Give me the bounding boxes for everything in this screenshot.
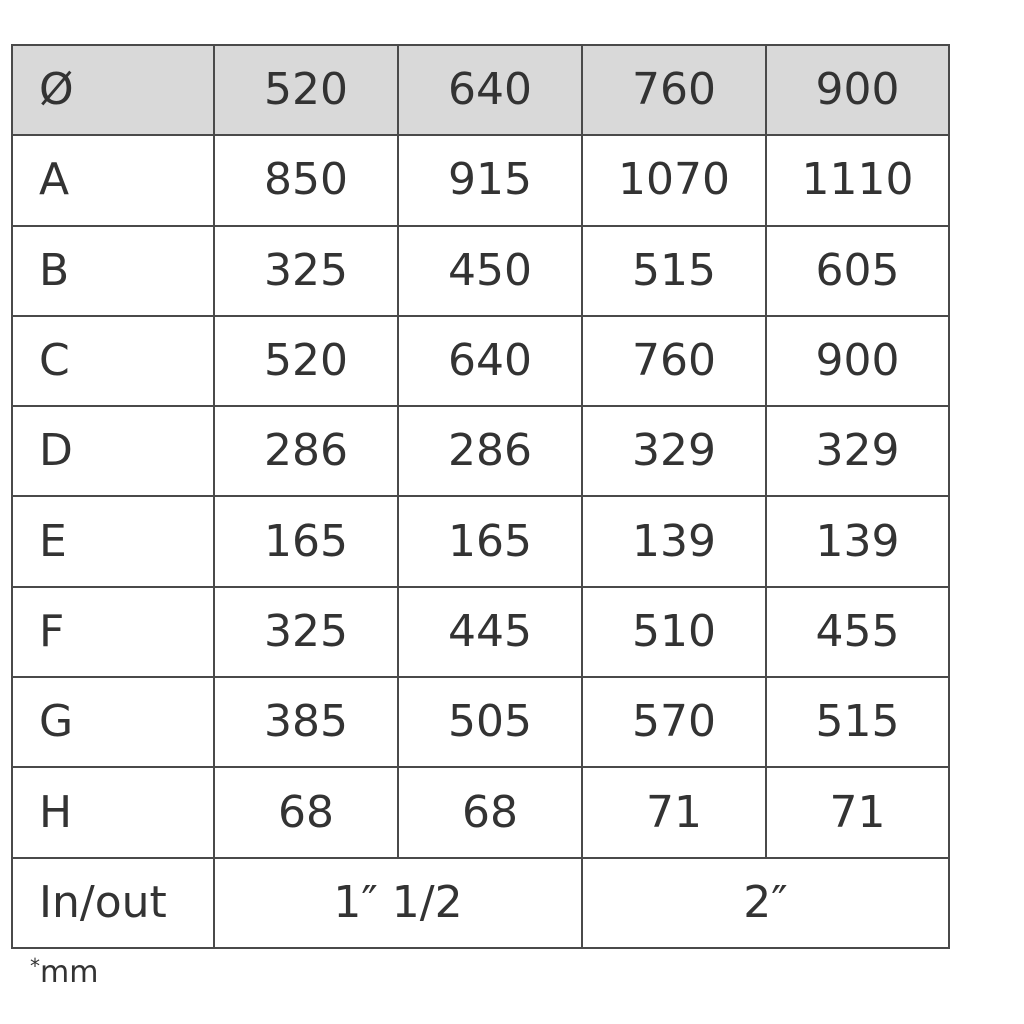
dimensions-table <box>11 44 950 949</box>
table-cell: 760 <box>582 316 766 406</box>
table-row <box>12 316 949 406</box>
table-cell: 325 <box>214 226 398 316</box>
table-row <box>12 406 949 496</box>
table-cell: 640 <box>398 316 582 406</box>
footnote-asterisk: * <box>30 954 40 978</box>
row-label: E <box>12 496 214 586</box>
table-cell: 329 <box>582 406 766 496</box>
table-row <box>12 587 949 677</box>
table-cell: 325 <box>214 587 398 677</box>
table-cell: 385 <box>214 677 398 767</box>
table-cell: 139 <box>766 496 949 586</box>
table-cell: 165 <box>398 496 582 586</box>
row-label: F <box>12 587 214 677</box>
unit-footnote <box>30 954 99 990</box>
table-cell: 286 <box>398 406 582 496</box>
table-cell: 68 <box>398 767 582 857</box>
inout-row <box>12 858 949 948</box>
table-row <box>12 767 949 857</box>
table-row <box>12 496 949 586</box>
table-cell: 570 <box>582 677 766 767</box>
header-cell: 760 <box>582 45 766 135</box>
table-cell: 329 <box>766 406 949 496</box>
row-label: H <box>12 767 214 857</box>
table-cell: 71 <box>582 767 766 857</box>
row-label: A <box>12 135 214 225</box>
table-cell: 1110 <box>766 135 949 225</box>
table-cell: 139 <box>582 496 766 586</box>
table-header-row <box>12 45 949 135</box>
table-cell: 900 <box>766 316 949 406</box>
table-cell: 165 <box>214 496 398 586</box>
table-cell: 850 <box>214 135 398 225</box>
table-row <box>12 135 949 225</box>
table-cell: 605 <box>766 226 949 316</box>
table-row <box>12 226 949 316</box>
header-cell: 900 <box>766 45 949 135</box>
table-cell: 515 <box>766 677 949 767</box>
header-cell: 640 <box>398 45 582 135</box>
table-cell: 510 <box>582 587 766 677</box>
header-cell: 520 <box>214 45 398 135</box>
table-cell: 445 <box>398 587 582 677</box>
table-cell: 455 <box>766 587 949 677</box>
table-cell: 1070 <box>582 135 766 225</box>
row-label: G <box>12 677 214 767</box>
table-cell: 450 <box>398 226 582 316</box>
table-row <box>12 677 949 767</box>
table-cell: 286 <box>214 406 398 496</box>
table-cell: 68 <box>214 767 398 857</box>
row-label: C <box>12 316 214 406</box>
table-cell: 520 <box>214 316 398 406</box>
inout-cell-large: 2″ <box>582 858 949 948</box>
table-cell: 515 <box>582 226 766 316</box>
table-cell: 71 <box>766 767 949 857</box>
inout-cell-small: 1″ 1/2 <box>214 858 582 948</box>
footnote-unit: mm <box>40 955 99 990</box>
row-label: B <box>12 226 214 316</box>
header-label-diameter: Ø <box>12 45 214 135</box>
row-label: D <box>12 406 214 496</box>
table-cell: 505 <box>398 677 582 767</box>
table-cell: 915 <box>398 135 582 225</box>
row-label-inout: In/out <box>12 858 214 948</box>
